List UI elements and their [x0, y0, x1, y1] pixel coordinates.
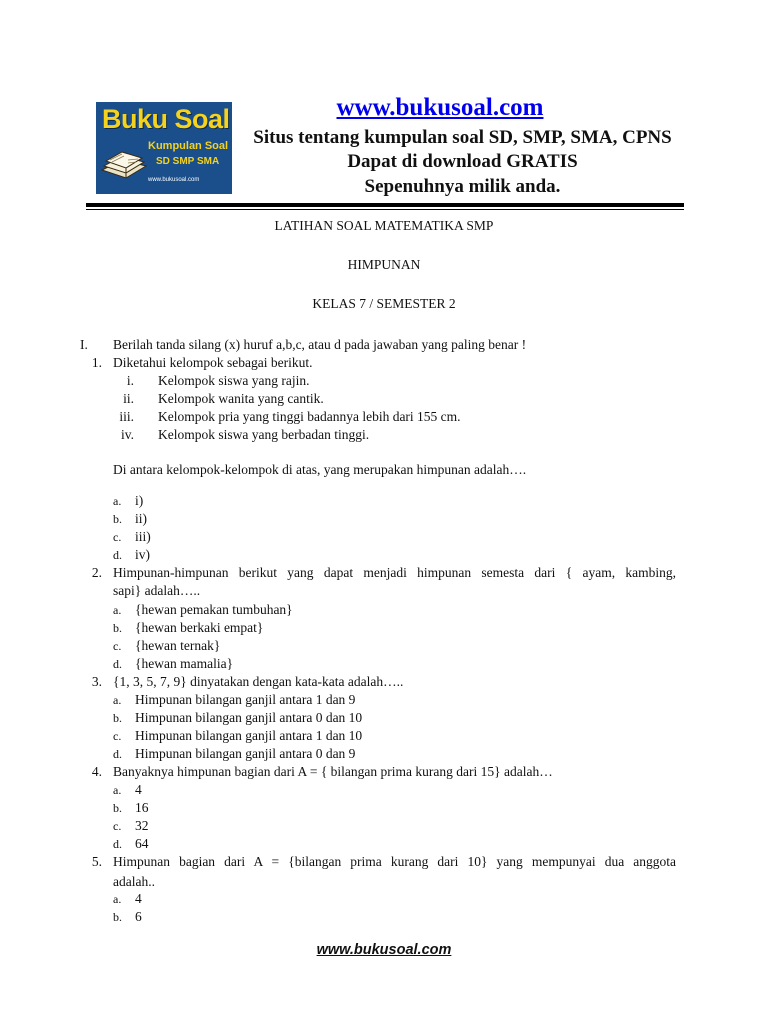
header-line-3: Sepenuhnya milik anda.: [364, 176, 561, 197]
q1-prompt: Di antara kelompok-kelompok di atas, yang merupakan himpunan adalah….: [113, 462, 527, 477]
option-text: 64: [135, 836, 149, 851]
q5-number: 5.: [91, 854, 102, 869]
option-text: iv): [135, 547, 150, 562]
option-letter: d.: [113, 837, 122, 851]
option-letter: d.: [113, 657, 122, 671]
q2-text-line-1: Himpunan-himpunan berikut yang dapat menjadi himpunan semesta dari { ayam, kambing,: [113, 565, 676, 580]
book-icon: [100, 140, 148, 182]
option-text: i): [135, 493, 144, 508]
option-text: 4: [135, 782, 142, 797]
option-letter: d.: [113, 747, 122, 761]
option-letter: c.: [113, 819, 122, 833]
logo-subtitle: Kumpulan Soal: [148, 140, 229, 152]
q1-text: Diketahui kelompok sebagai berikut.: [113, 355, 313, 370]
q1-item-number: ii.: [123, 391, 134, 406]
option-text: {hewan berkaki empat}: [135, 620, 264, 635]
option-letter: d.: [113, 548, 122, 562]
topic-title: HIMPUNAN: [347, 257, 421, 272]
option-letter: a.: [113, 603, 122, 617]
class-semester: KELAS 7 / SEMESTER 2: [312, 296, 456, 311]
q1-item-text: Kelompok wanita yang cantik.: [158, 391, 324, 406]
option-text: Himpunan bilangan ganjil antara 1 dan 9: [135, 692, 356, 707]
option-letter: b.: [113, 711, 122, 725]
q1-item-number: i.: [126, 373, 134, 388]
q1-item-number: iii.: [119, 409, 134, 424]
option-text: Himpunan bilangan ganjil antara 1 dan 10: [135, 728, 363, 743]
option-text: 6: [135, 909, 142, 924]
option-text: {hewan pemakan tumbuhan}: [135, 602, 293, 617]
option-text: Himpunan bilangan ganjil antara 0 dan 10: [135, 710, 363, 725]
option-letter: a.: [113, 892, 122, 906]
option-letter: c.: [113, 639, 122, 653]
section-number: I.: [80, 337, 88, 352]
q2-text-line-2: sapi} adalah…..: [113, 583, 201, 598]
q3-text: {1, 3, 5, 7, 9} dinyatakan dengan kata-kata adalah…..: [113, 674, 404, 689]
q2-number: 2.: [91, 565, 102, 580]
q4-number: 4.: [91, 764, 102, 779]
option-text: 4: [135, 891, 142, 906]
q1-item-text: Kelompok pria yang tinggi badannya lebih dari 155 cm.: [158, 409, 461, 424]
q1-item-number: iv.: [121, 427, 134, 442]
option-letter: c.: [113, 530, 122, 544]
option-text: 32: [135, 818, 149, 833]
option-letter: a.: [113, 783, 122, 797]
option-text: {hewan mamalia}: [135, 656, 234, 671]
option-text: Himpunan bilangan ganjil antara 0 dan 9: [135, 746, 356, 761]
header-line-1: Situs tentang kumpulan soal SD, SMP, SMA, CPNS: [253, 127, 672, 148]
header-line-2: Dapat di download GRATIS: [347, 151, 578, 172]
option-letter: b.: [113, 621, 122, 635]
section-instruction: Berilah tanda silang (x) huruf a,b,c, atau d pada jawaban yang paling benar !: [113, 337, 527, 352]
q5-text-line-2: adalah..: [113, 874, 155, 889]
option-text: 16: [135, 800, 149, 815]
option-text: iii): [135, 529, 151, 544]
q5-text-line-1: Himpunan bagian dari A = {bilangan prima kurang dari 10} yang mempunyai dua anggota: [113, 854, 676, 869]
logo-url: www.bukusoal.com: [148, 177, 200, 183]
option-letter: b.: [113, 801, 122, 815]
option-text: ii): [135, 511, 147, 526]
option-letter: a.: [113, 693, 122, 707]
q1-item-text: Kelompok siswa yang berbadan tinggi.: [158, 427, 370, 442]
logo: [96, 102, 232, 194]
q1-number: 1.: [91, 355, 102, 370]
site-url-link[interactable]: www.bukusoal.com: [336, 94, 544, 121]
q3-number: 3.: [91, 674, 102, 689]
worksheet-title: LATIHAN SOAL MATEMATIKA SMP: [274, 218, 494, 233]
q1-item-text: Kelompok siswa yang rajin.: [158, 373, 310, 388]
option-text: {hewan ternak}: [135, 638, 221, 653]
logo-levels: SD SMP SMA: [156, 156, 220, 167]
footer-url-link[interactable]: www.bukusoal.com: [316, 942, 452, 958]
logo-title: Buku Soal: [102, 104, 230, 134]
header-divider-thin: [86, 209, 684, 210]
option-letter: b.: [113, 512, 122, 526]
header-divider: [86, 203, 684, 207]
q4-text: Banyaknya himpunan bagian dari A = { bilangan prima kurang dari 15} adalah…: [113, 764, 553, 779]
option-letter: c.: [113, 729, 122, 743]
option-letter: a.: [113, 494, 122, 508]
option-letter: b.: [113, 910, 122, 924]
